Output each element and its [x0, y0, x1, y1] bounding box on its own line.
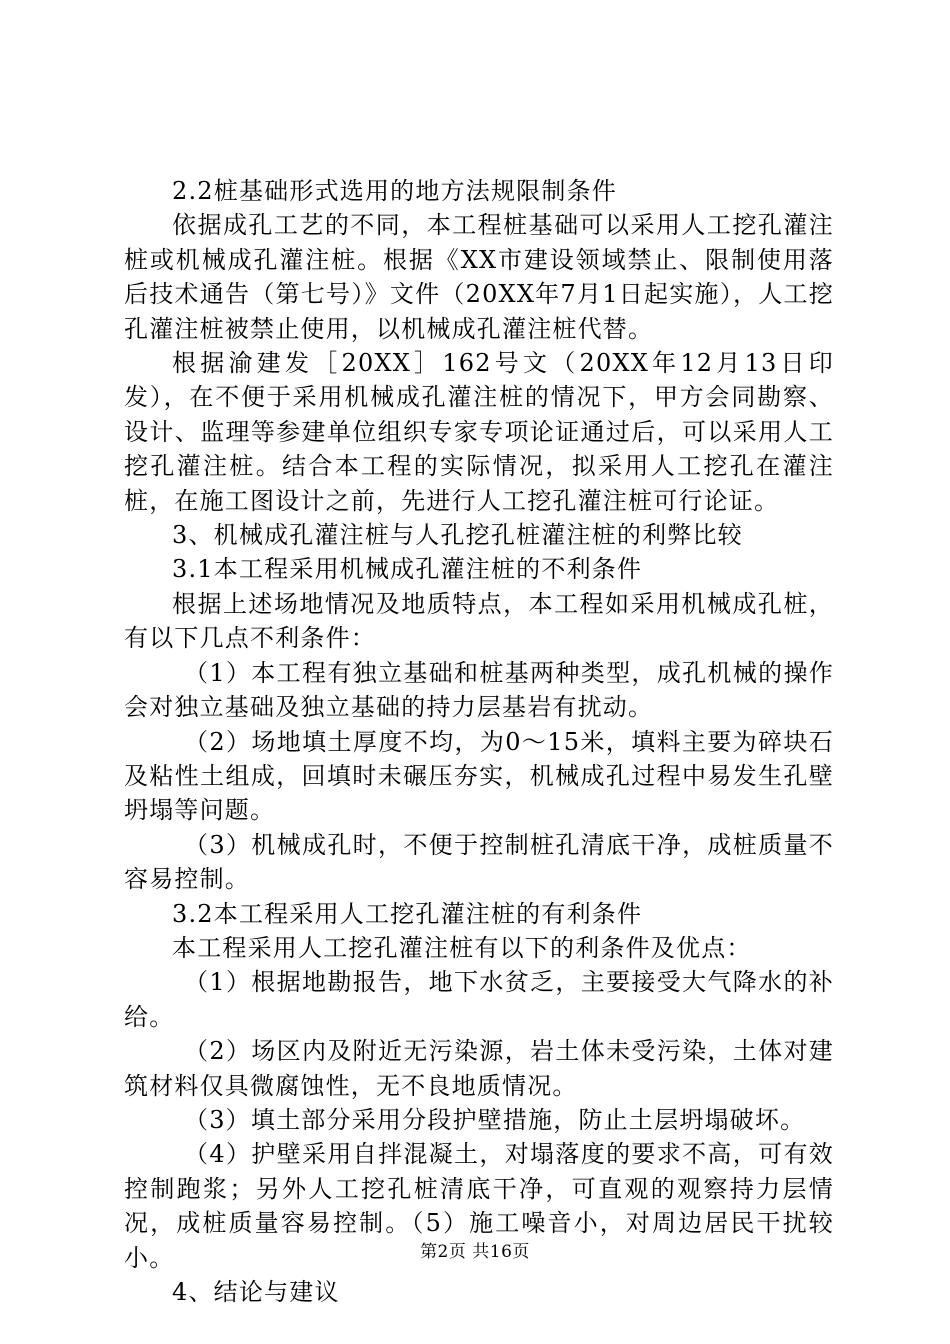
paragraph-advantages-intro: 本工程采用人工挖孔灌注桩有以下的利条件及优点：	[172, 933, 752, 962]
paragraph-regulation-162: 根据渝建发［20XX］162号文（20XX年12月13日印发），在不便于采用机械成孔灌注桩的情况下，甲方会同勘察、设计、监理等参建单位组织专家专项论证通过后，可以采用人工挖孔灌注桩。结合本工程的实际情况，拟采用人工挖孔在灌注桩，在施工图设计之前，先进行人工挖孔灌注桩可行论证。	[124, 349, 834, 515]
paragraph-process-options: 依据成孔工艺的不同，本工程桩基础可以采用人工挖孔灌注桩或机械成孔灌注桩。根据《XX市建设领域禁止、限制使用落后技术通告（第七号）》文件（20XX年7月1日起实施），人工挖孔灌注桩被禁止使用，以机械成孔灌注桩代替。	[124, 211, 834, 343]
section-heading-2-2: 2.2桩基础形式选用的地方法规限制条件	[172, 177, 617, 205]
list-item-advantage-2: （2）场区内及附近无污染源，岩土体未受污染，土体对建筑材料仅具微腐蚀性，无不良地质情况。	[124, 1037, 834, 1100]
list-item-disadvantage-1: （1）本工程有独立基础和桩基两种类型，成孔机械的操作会对独立基础及独立基础的持力层基岩有扰动。	[124, 658, 834, 722]
section-heading-4: 4、结论与建议	[172, 1278, 340, 1306]
list-item-advantage-3: （3）填土部分采用分段护壁措施，防止土层坍塌破坏。	[184, 1105, 806, 1134]
document-body	[124, 174, 834, 1309]
list-item-advantage-1: （1）根据地勘报告，地下水贫乏，主要接受大气降水的补给。	[124, 968, 834, 1031]
section-heading-3-1: 3.1本工程采用机械成孔灌注桩的不利条件	[172, 555, 643, 584]
page-number-footer: 第2页 共16页	[420, 1242, 530, 1262]
list-item-disadvantage-2: （2）场地填土厚度不均，为0～15米，填料主要为碎块石及粘性土组成，回填时未碾压夯实，机械成孔过程中易发生孔壁坍塌等问题。	[124, 727, 834, 825]
list-item-disadvantage-3: （3）机械成孔时，不便于控制桩孔清底干净，成桩质量不容易控制。	[124, 830, 834, 894]
section-heading-3: 3、机械成孔灌注桩与人孔挖孔桩灌注桩的利弊比较	[172, 521, 743, 550]
paragraph-disadvantages-intro: 根据上述场地情况及地质特点，本工程如采用机械成孔桩，有以下几点不利条件：	[124, 589, 834, 653]
section-heading-3-2: 3.2本工程采用人工挖孔灌注桩的有利条件	[172, 899, 643, 928]
list-item-advantage-4-5: （4）护壁采用自拌混凝土，对塌落度的要求不高，可有效控制跑浆；另外人工挖孔桩清底干净，可直观的观察持力层情况，成桩质量容易控制。（5）施工噪音小，对周边居民干扰较小。	[124, 1140, 834, 1272]
